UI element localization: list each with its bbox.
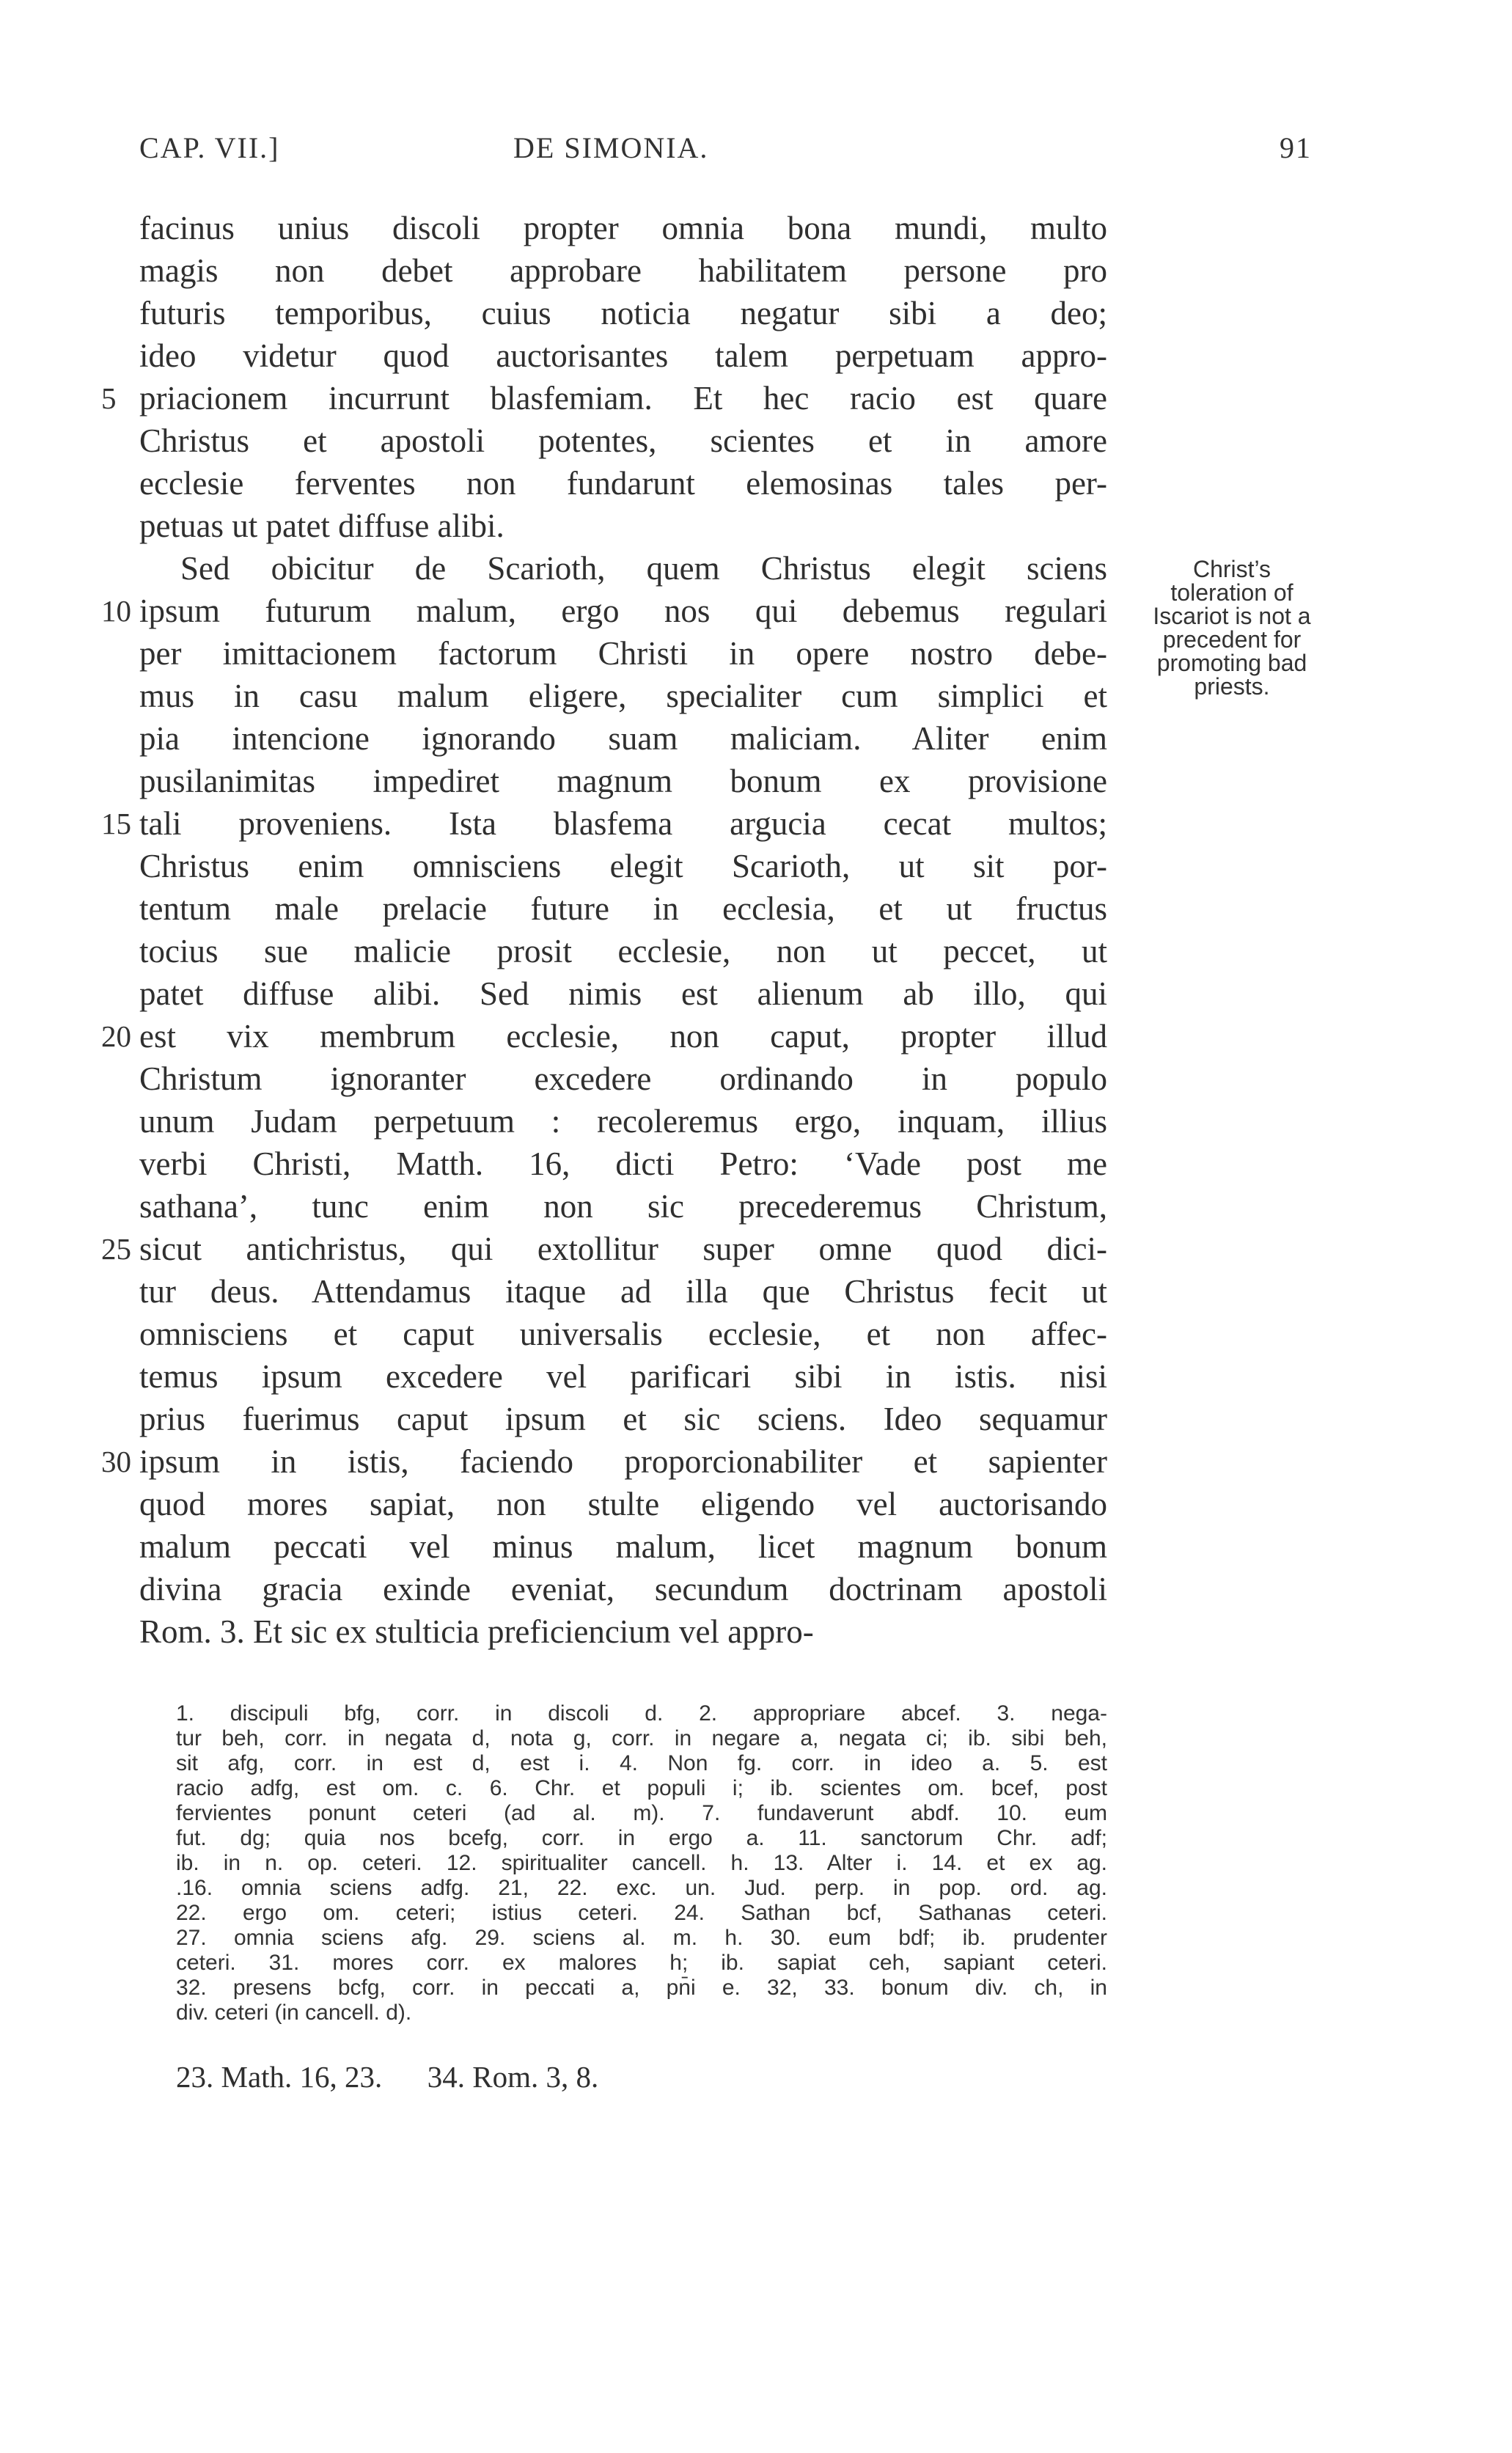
line-number: 15 (101, 807, 131, 840)
text-line (139, 930, 1107, 972)
line-text: Christum ignoranter excedere ordinando in populo (139, 1060, 1107, 1097)
line-number: 5 (101, 381, 117, 415)
apparatus-line: racio adfg, est om. c. 6. Chr. et populi i; ib. scientes om. bcef, post (176, 1776, 1107, 1800)
line-text: ipsum in istis, faciendo proporcionabiliter et sapienter (139, 1443, 1107, 1480)
text-line (139, 292, 1107, 334)
text-line (139, 462, 1107, 505)
marginal-gloss-line: precedent for (1162, 626, 1302, 653)
line-text: pusilanimitas impediret magnum bonum ex provisione (139, 763, 1107, 799)
apparatus-line: ceteri. 31. mores corr. ex malores h; ib. sapiat ceh, sapiant ceteri. (176, 1951, 1107, 1975)
line-text: quod mores sapiat, non stulte eligendo vel auctorisando (139, 1486, 1107, 1522)
text-line (139, 1398, 1107, 1440)
marginal-gloss-line: promoting bad (1156, 650, 1307, 676)
text-line (139, 1355, 1107, 1398)
line-text: ipsum futurum malum, ergo nos qui debemus regulari (139, 593, 1107, 629)
text-line (101, 1440, 1107, 1483)
apparatus-line: ib. in n. op. ceteri. 12. spiritualiter cancell. h. 13. Alter i. 14. et ex ag. (176, 1851, 1107, 1875)
line-text: facinus unius discoli propter omnia bona mundi, multo (139, 210, 1107, 246)
text-line (101, 1015, 1107, 1057)
line-text: prius fuerimus caput ipsum et sic sciens. Ideo sequamur (139, 1401, 1107, 1437)
text-line (139, 207, 1107, 249)
line-text: divina gracia exinde eveniat, secundum doctrinam apostoli (139, 1571, 1107, 1607)
line-number: 10 (101, 594, 131, 628)
text-line (101, 590, 1107, 632)
main-text-block (101, 207, 1107, 1653)
text-line (139, 1525, 1107, 1568)
apparatus-line: 27. omnia sciens afg. 29. sciens al. m. h. 30. eum bdf; ib. prudenter (176, 1926, 1107, 1950)
apparatus-line: 32. presens bcfg, corr. in peccati a, pn̄i e. 32, 33. bonum div. ch, in (176, 1976, 1107, 2000)
text-line (139, 845, 1107, 887)
line-text: patet diffuse alibi. Sed nimis est alienum ab illo, qui (139, 975, 1107, 1012)
line-text: tali proveniens. Ista blasfema argucia cecat multos; (139, 805, 1107, 842)
text-line (139, 1143, 1107, 1185)
apparatus-line: sit afg, corr. in est d, est i. 4. Non fg. corr. in ideo a. 5. est (176, 1751, 1107, 1775)
line-text: tentum male prelacie future in ecclesia, et ut fructus (139, 890, 1107, 927)
line-text: verbi Christi, Matth. 16, dicti Petro: ‘Vade post me (139, 1145, 1107, 1182)
line-text: temus ipsum excedere vel parificari sibi in istis. nisi (139, 1358, 1107, 1395)
running-head-title: DE SIMONIA. (513, 131, 709, 164)
text-line (139, 1568, 1107, 1610)
text-line (139, 1057, 1107, 1100)
text-line (139, 760, 1107, 802)
line-text: priacionem incurrunt blasfemiam. Et hec racio est quare (139, 380, 1107, 417)
line-number: 20 (101, 1019, 131, 1053)
line-text: sicut antichristus, qui extollitur super omne quod dici- (139, 1231, 1107, 1267)
apparatus-line: .16. omnia sciens adfg. 21, 22. exc. un. Jud. perp. in pop. ord. ag. (176, 1876, 1107, 1900)
text-line (101, 377, 1107, 419)
line-text: est vix membrum ecclesie, non caput, propter illud (139, 1018, 1107, 1055)
text-line (139, 334, 1107, 377)
marginal-gloss-line: Iscariot is not a (1153, 603, 1311, 629)
line-text: tocius sue malicie prosit ecclesie, non ut peccet, ut (139, 933, 1107, 969)
line-text: tur deus. Attendamus itaque ad illa que Christus fecit ut (139, 1273, 1107, 1310)
text-line (139, 887, 1107, 930)
source-references: 23. Math. 16, 23. 34. Rom. 3, 8. (176, 2060, 599, 2094)
text-line (139, 249, 1107, 292)
line-text: magis non debet approbare habilitatem persone pro (139, 252, 1107, 289)
text-line (101, 1228, 1107, 1270)
apparatus-line: tur beh, corr. in negata d, nota g, corr. in negare a, negata ci; ib. sibi beh, (176, 1726, 1107, 1750)
line-text: per imittacionem factorum Christi in opere nostro debe- (139, 635, 1107, 672)
text-line (139, 675, 1107, 717)
marginal-gloss-line: priests. (1194, 673, 1270, 700)
text-line (139, 505, 1107, 547)
page-number: 91 (1280, 131, 1312, 164)
line-text: malum peccati vel minus malum, licet magnum bonum (139, 1528, 1107, 1565)
line-text: sathana’, tunc enim non sic precederemus Christum, (139, 1188, 1107, 1225)
line-text: ideo videtur quod auctorisantes talem perpetuam appro- (139, 337, 1107, 374)
text-line (139, 1483, 1107, 1525)
line-text: unum Judam perpetuum : recoleremus ergo, inquam, illius (139, 1103, 1107, 1140)
text-line (139, 547, 1107, 590)
marginal-gloss (1122, 557, 1342, 698)
text-line (139, 1270, 1107, 1313)
text-line (139, 632, 1107, 675)
apparatus-line: fervientes ponunt ceteri (ad al. m). 7. fundaverunt abdf. 10. eum (176, 1801, 1107, 1825)
line-text: Christus et apostoli potentes, scientes et in amore (139, 422, 1107, 459)
line-text: futuris temporibus, cuius noticia negatur sibi a deo; (139, 295, 1107, 331)
running-head-chapter: CAP. VII.] (139, 131, 280, 164)
apparatus-line: div. ceteri (in cancell. d). (176, 2001, 412, 2025)
line-text: mus in casu malum eligere, specialiter cum simplici et (139, 678, 1107, 714)
line-number: 30 (101, 1445, 131, 1478)
text-line (139, 419, 1107, 462)
text-line (139, 1313, 1107, 1355)
text-line (139, 717, 1107, 760)
line-text: pia intencione ignorando suam maliciam. Aliter enim (139, 720, 1107, 757)
line-text: Sed obicitur de Scarioth, quem Christus elegit sciens (180, 550, 1107, 587)
apparatus-line: 1. discipuli bfg, corr. in discoli d. 2. appropriare abcef. 3. nega- (176, 1701, 1107, 1726)
text-line (139, 1185, 1107, 1228)
marginal-gloss-line: Christ’s (1192, 556, 1271, 582)
apparatus-line: fut. dg; quia nos bcefg, corr. in ergo a. 11. sanctorum Chr. adf; (176, 1826, 1107, 1850)
text-line (139, 972, 1107, 1015)
line-text: Christus enim omnisciens elegit Scarioth, ut sit por- (139, 848, 1107, 884)
line-text: ecclesie ferventes non fundarunt elemosinas tales per- (139, 465, 1107, 502)
text-line (101, 802, 1107, 845)
line-text: Rom. 3. Et sic ex stulticia preficiencium vel appro- (139, 1613, 814, 1650)
text-line (139, 1610, 1107, 1653)
apparatus-line: 22. ergo om. ceteri; istius ceteri. 24. Sathan bcf, Sathanas ceteri. (176, 1901, 1107, 1925)
text-line (139, 1100, 1107, 1143)
line-text: omnisciens et caput universalis ecclesie, et non affec- (139, 1316, 1107, 1352)
critical-apparatus (176, 1701, 1107, 2025)
line-number: 25 (101, 1232, 131, 1266)
marginal-gloss-line: toleration of (1170, 579, 1293, 606)
line-text: petuas ut patet diffuse alibi. (139, 507, 504, 544)
